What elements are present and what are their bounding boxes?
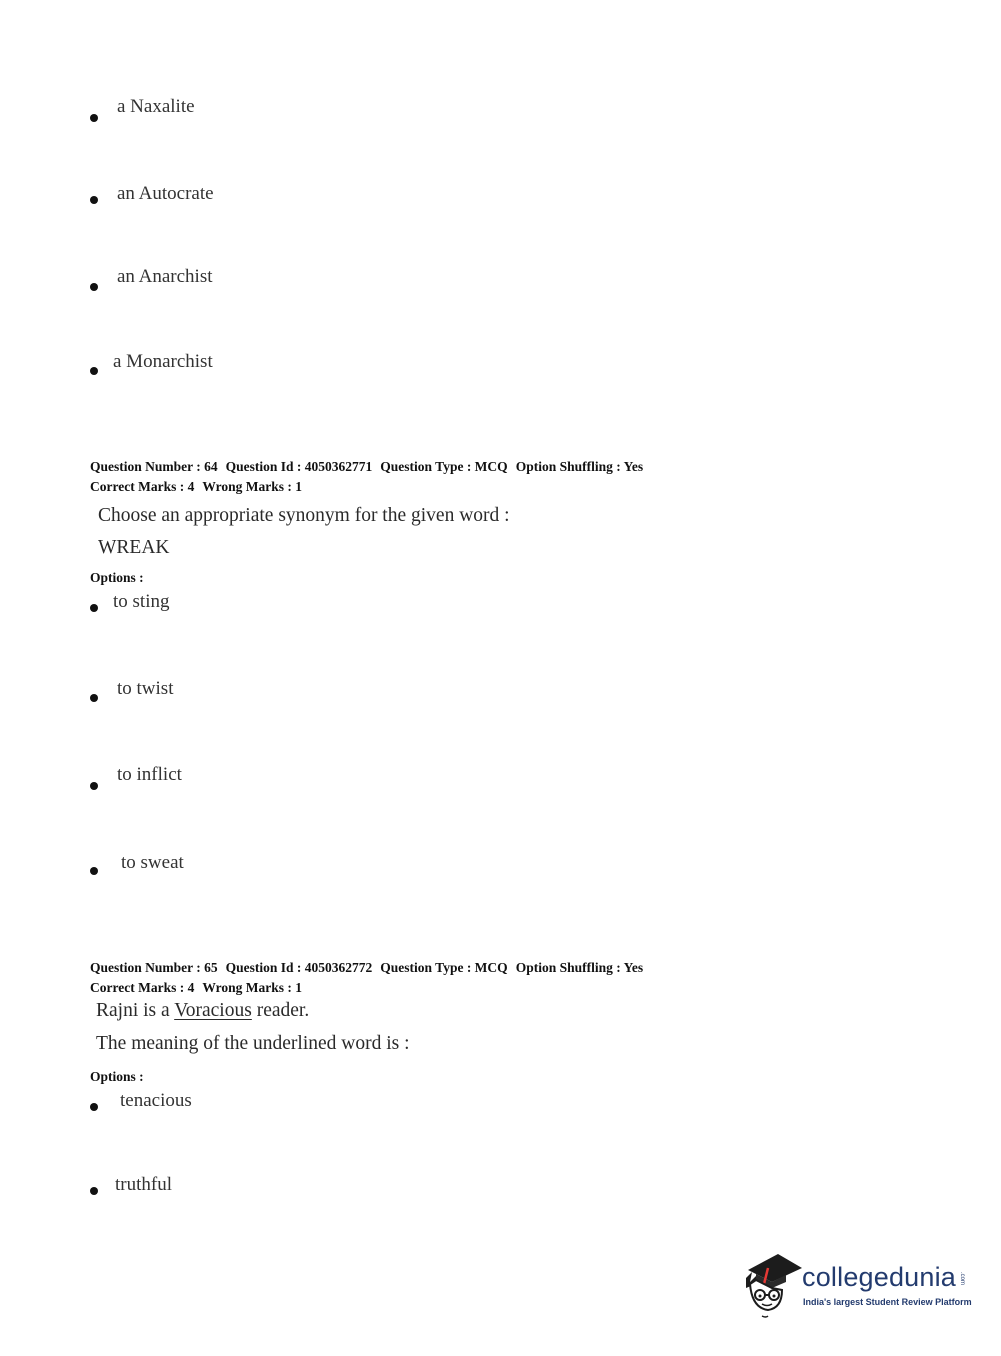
collegedunia-logo[interactable] <box>742 1248 972 1320</box>
bullet-icon <box>90 694 98 702</box>
question-number: Question Number : 64 <box>90 459 218 474</box>
option-text: to sweat <box>121 852 184 873</box>
option-text: truthful <box>115 1174 172 1195</box>
underlined-word: Voracious <box>174 1000 252 1021</box>
logo-tagline: India's largest Student Review Platform <box>803 1297 972 1307</box>
sentence-text: Rajni is a <box>96 1000 175 1021</box>
option-shuffling: Option Shuffling : Yes <box>515 960 644 975</box>
question-word: WREAK <box>98 537 170 558</box>
question-prompt: The meaning of the underlined word is : <box>96 1033 410 1054</box>
question-prompt: Choose an appropriate synonym for the given word : <box>98 505 510 526</box>
bullet-icon <box>90 782 98 790</box>
bullet-icon <box>90 283 98 291</box>
sentence-text: reader. <box>251 1000 310 1021</box>
options-label: Options : <box>90 570 144 585</box>
option-text: tenacious <box>120 1090 192 1111</box>
option-text: to inflict <box>117 764 182 785</box>
question-sentence <box>96 1000 309 1022</box>
wrong-marks: Wrong Marks : 1 <box>202 479 302 494</box>
question-meta-line2 <box>90 980 310 996</box>
options-label: Options : <box>90 1069 144 1084</box>
question-meta-line1 <box>90 960 651 976</box>
question-type: Question Type : MCQ <box>380 459 508 474</box>
correct-marks: Correct Marks : 4 <box>90 479 195 494</box>
bullet-icon <box>90 114 98 122</box>
bullet-icon <box>90 867 98 875</box>
option-text: to sting <box>113 591 170 612</box>
option-text: a Monarchist <box>113 351 213 372</box>
mascot-icon <box>742 1248 804 1320</box>
bullet-icon <box>90 604 98 612</box>
option-text: a Naxalite <box>117 96 195 117</box>
bullet-icon <box>90 1103 98 1111</box>
logo-wordmark: collegedunia <box>802 1262 957 1292</box>
bullet-icon <box>90 196 98 204</box>
question-type: Question Type : MCQ <box>380 960 508 975</box>
question-meta-line1 <box>90 459 651 475</box>
logo-suffix: .com <box>959 1272 965 1286</box>
bullet-icon <box>90 367 98 375</box>
question-id: Question Id : 4050362771 <box>225 459 373 474</box>
option-text: an Autocrate <box>117 183 214 204</box>
bullet-icon <box>90 1187 98 1195</box>
question-meta-line2 <box>90 479 310 495</box>
question-number: Question Number : 65 <box>90 960 218 975</box>
option-shuffling: Option Shuffling : Yes <box>515 459 644 474</box>
option-text: an Anarchist <box>117 266 213 287</box>
question-id: Question Id : 4050362772 <box>225 960 373 975</box>
option-text: to twist <box>117 678 174 699</box>
correct-marks: Correct Marks : 4 <box>90 980 195 995</box>
wrong-marks: Wrong Marks : 1 <box>202 980 302 995</box>
